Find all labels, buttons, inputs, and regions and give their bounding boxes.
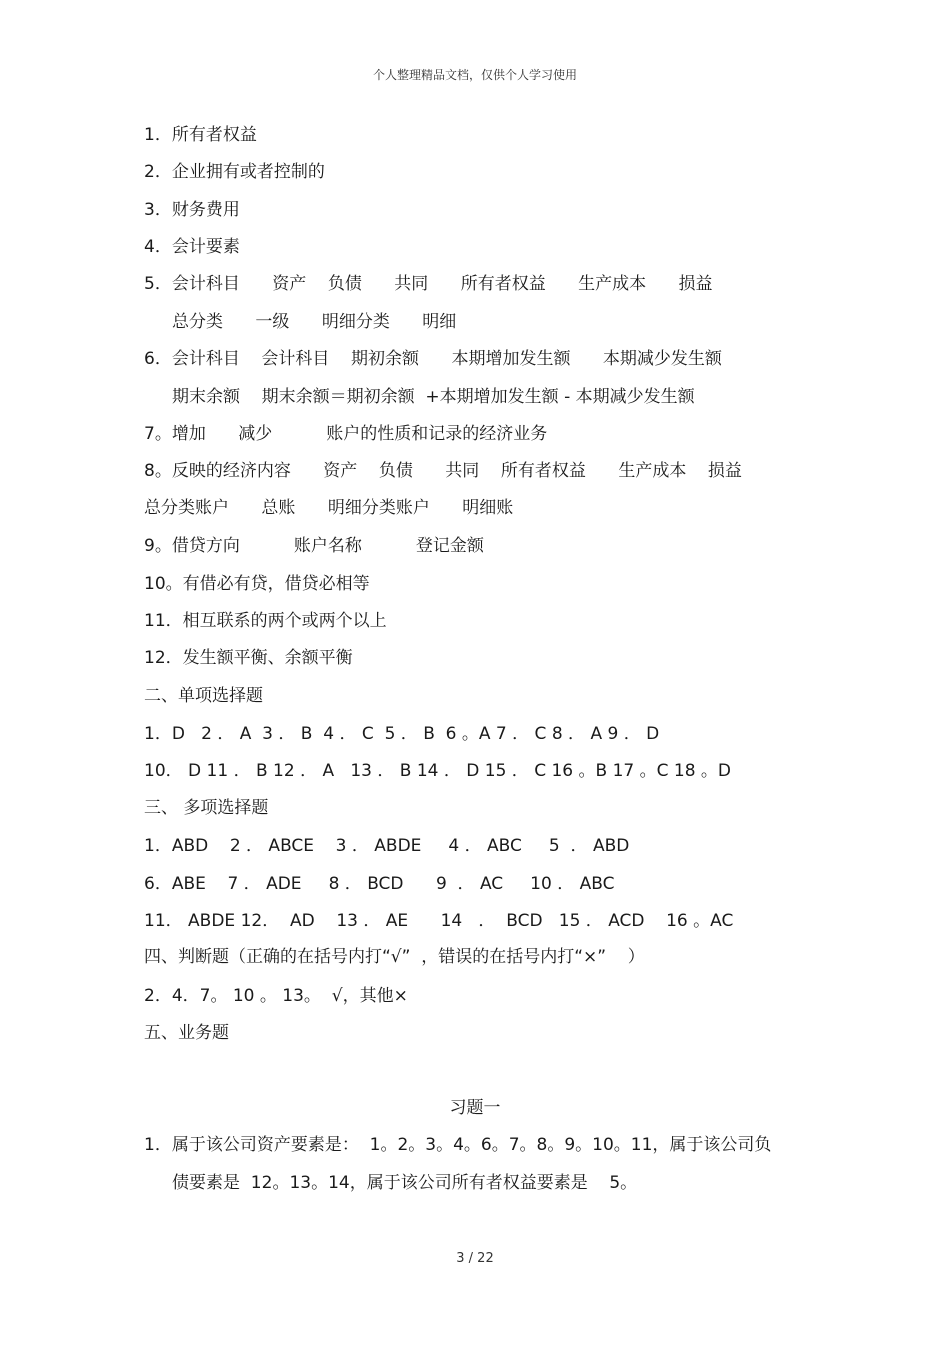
text-line: 11．相互联系的两个或两个以上 bbox=[144, 611, 387, 631]
text-line: 1．属于该公司资产要素是： 1。2。3。4。6。7。8。9。10。11，属于该公司负 bbox=[144, 1135, 772, 1155]
section-heading: 二、单项选择题 bbox=[144, 686, 263, 706]
text-line: 7。增加 减少 账户的性质和记录的经济业务 bbox=[144, 424, 548, 444]
text-line: 11． ABDE 12． AD 13 ． AE 14 ． BCD 15 ． ACD 16 。AC bbox=[144, 911, 734, 931]
text-line: 5．会计科目 资产 负债 共同 所有者权益 生产成本 损益 bbox=[144, 274, 713, 294]
text-line: 期末余额 期末余额＝期初余额 +本期增加发生额 - 本期减少发生额 bbox=[172, 387, 695, 407]
text-line: 2．企业拥有或者控制的 bbox=[144, 162, 325, 182]
text-line: 6．ABE 7 ． ADE 8 ． BCD 9 ． AC 10 ． ABC bbox=[144, 874, 615, 894]
text-line: 总分类 一级 明细分类 明细 bbox=[172, 312, 457, 332]
text-line: 6．会计科目 会计科目 期初余额 本期增加发生额 本期减少发生额 bbox=[144, 349, 722, 369]
text-line: 8。反映的经济内容 资产 负债 共同 所有者权益 生产成本 损益 bbox=[144, 461, 742, 481]
text-line: 10． D 11 ． B 12 ． A 13 ． B 14 ． D 15 ． C 16 。B 17 。C 18 。D bbox=[144, 761, 732, 781]
text-line: 1．所有者权益 bbox=[144, 125, 257, 145]
text-line: 2．4．7。 10 。 13。 √，其他× bbox=[144, 986, 408, 1006]
text-line: 3．财务费用 bbox=[144, 200, 240, 220]
section-heading: 四、判断题（正确的在括号内打“√” ，错误的在括号内打“×” ） bbox=[144, 947, 645, 967]
page-number: 3 / 22 bbox=[456, 1251, 494, 1266]
text-line: 12．发生额平衡、余额平衡 bbox=[144, 648, 353, 668]
exercise-title: 习题一 bbox=[449, 1098, 501, 1118]
text-line: 1．D 2 ． A 3 ． B 4 ． C 5 ． B 6 。A 7 ． C 8 ． A 9 ． D bbox=[144, 724, 660, 744]
text-line: 4．会计要素 bbox=[144, 237, 240, 257]
text-line: 10。有借必有贷，借贷必相等 bbox=[144, 574, 370, 594]
text-line: 总分类账户 总账 明细分类账户 明细账 bbox=[144, 498, 514, 518]
text-line: 9。借贷方向 账户名称 登记金额 bbox=[144, 536, 484, 556]
section-heading: 五、业务题 bbox=[144, 1023, 229, 1043]
page-header: 个人整理精品文档，仅供个人学习使用 bbox=[372, 68, 577, 82]
text-line: 债要素是 12。13。14，属于该公司所有者权益要素是 5。 bbox=[172, 1173, 638, 1193]
section-heading: 三、 多项选择题 bbox=[144, 798, 269, 818]
text-line: 1．ABD 2 ． ABCE 3 ． ABDE 4 ． ABC 5 ． ABD bbox=[144, 836, 630, 856]
